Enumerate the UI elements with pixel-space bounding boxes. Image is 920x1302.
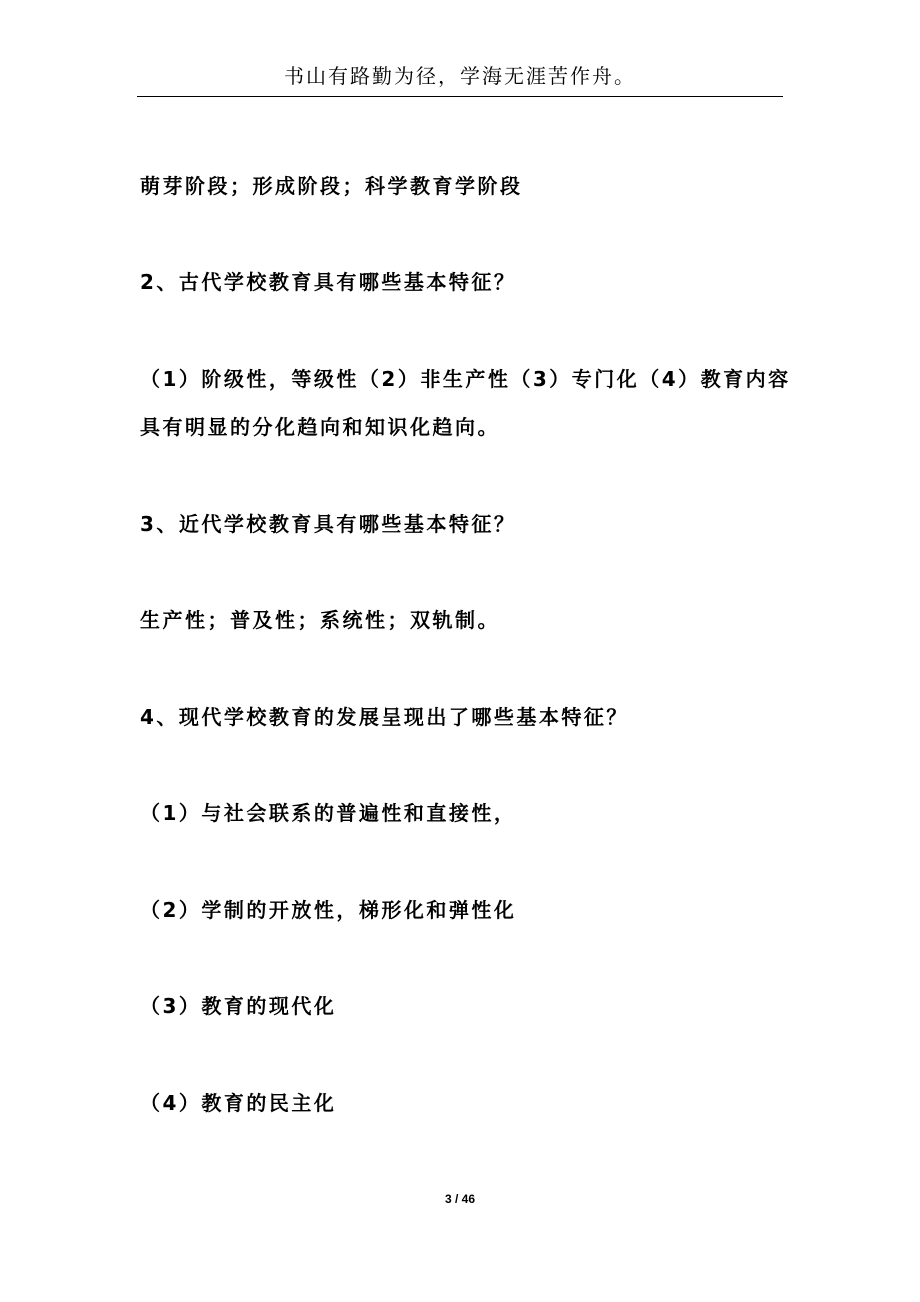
page-number: 3 / 46 <box>444 1192 476 1206</box>
answer-4-item-3: （3）教育的现代化 <box>140 994 337 1018</box>
answer-4-item-4: （4）教育的民主化 <box>140 1091 337 1115</box>
answer-3: 生产性；普及性；系统性；双轨制。 <box>140 608 500 632</box>
answer-2-part-1: （1）阶级性，等级性（2）非生产性（3）专门化（4）教育内容 <box>140 367 791 391</box>
header-divider <box>137 96 783 97</box>
page-header-motto: 书山有路勤为径，学海无涯苦作舟。 <box>284 64 636 88</box>
question-2: 2、古代学校教育具有哪些基本特征？ <box>140 270 517 294</box>
answer-4-item-1: （1）与社会联系的普遍性和直接性， <box>140 801 517 825</box>
question-3: 3、近代学校教育具有哪些基本特征？ <box>140 512 517 536</box>
answer-2-part-2: 具有明显的分化趋向和知识化趋向。 <box>140 415 500 439</box>
answer-4-item-2: （2）学制的开放性，梯形化和弹性化 <box>140 898 517 922</box>
answer-stages: 萌芽阶段；形成阶段；科学教育学阶段 <box>140 174 523 198</box>
question-4: 4、现代学校教育的发展呈现出了哪些基本特征？ <box>140 705 629 729</box>
